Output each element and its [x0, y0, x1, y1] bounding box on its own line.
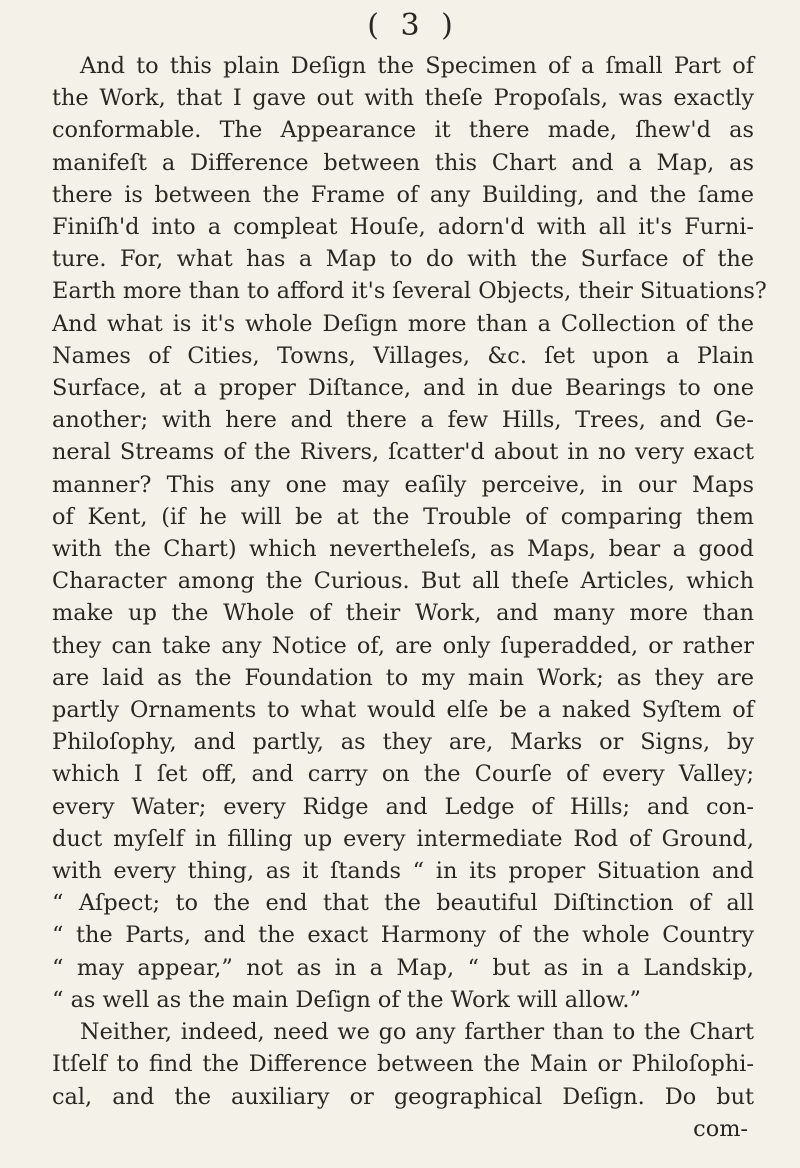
text-line: there is between the Frame of any Building, and the ſame [52, 181, 754, 208]
text-line: And to this plain Deſign the Specimen of a ſmall Part of [80, 53, 754, 79]
text-line: And what is it's whole Deſign more than a Collection of the [52, 310, 754, 337]
text-line: the Work, that I gave out with theſe Propoſals, was exactly [52, 85, 754, 112]
catchword: com- [693, 1115, 748, 1142]
text-line: Surface, at a proper Diſtance, and in due Bearings to one [52, 375, 754, 402]
text-line: every Water; every Ridge and Ledge of Hills; and con- [52, 793, 754, 820]
text-line: duct myſelf in filling up every intermediate Rod of Ground, [52, 825, 754, 852]
text-line: Itſelf to find the Difference between the Main or Philoſophi- [52, 1051, 754, 1078]
text-line: with the Chart) which nevertheleſs, as Maps, bear a good [52, 536, 754, 563]
text-line: “ as well as the main Deſign of the Work will allow.” [52, 986, 641, 1013]
text-line: Neither, indeed, need we go any farther than to the Chart [80, 1019, 754, 1046]
text-line: neral Streams of the Rivers, ſcatter'd about in no very exact [52, 439, 754, 466]
text-line: cal, and the auxiliary or geographical Deſign. Do but [52, 1083, 754, 1110]
text-line: Philoſophy, and partly, as they are, Marks or Signs, by [52, 729, 754, 756]
text-line: Character among the Curious. But all theſe Articles, which [52, 568, 754, 595]
text-line: Names of Cities, Towns, Villages, &c. ſet upon a Plain [52, 342, 754, 369]
text-line: which I ſet off, and carry on the Courſe of every Valley; [52, 761, 754, 788]
text-line: Earth more than to afford it's ſeveral Objects, their Situations? [52, 278, 767, 305]
text-line: conformable. The Appearance it there made, ſhew'd as [52, 117, 754, 144]
text-line: “ Aſpect; to the end that the beautiful Diſtinction of all [52, 890, 754, 917]
text-line: manifeſt a Difference between this Chart and a Map, as [52, 149, 754, 176]
text-line: of Kent, (if he will be at the Trouble of comparing them [52, 503, 754, 530]
text-line: manner? This any one may eaſily perceive, in our Maps [52, 471, 754, 498]
text-line: partly Ornaments to what would elſe be a naked Syſtem of [52, 697, 754, 724]
text-line: “ the Parts, and the exact Harmony of the whole Country [52, 922, 754, 949]
body-paragraph [52, 50, 767, 1145]
text-line: Finiſh'd into a compleat Houſe, adorn'd with all it's Furni- [52, 214, 754, 241]
text-line: with every thing, as it ſtands “ in its proper Situation and [52, 858, 754, 885]
text-line: ture. For, what has a Map to do with the Surface of the [52, 246, 754, 273]
text-line: they can take any Notice of, are only ſuperadded, or rather [52, 632, 754, 659]
text-line: are laid as the Foundation to my main Work; as they are [52, 664, 754, 691]
text-line: another; with here and there a few Hills, Trees, and Ge- [52, 407, 754, 434]
page-number: ( 3 ) [367, 8, 459, 43]
text-line: “ may appear,” not as in a Map, “ but as in a Landskip, [52, 954, 754, 981]
text-line: make up the Whole of their Work, and many more than [52, 600, 754, 627]
